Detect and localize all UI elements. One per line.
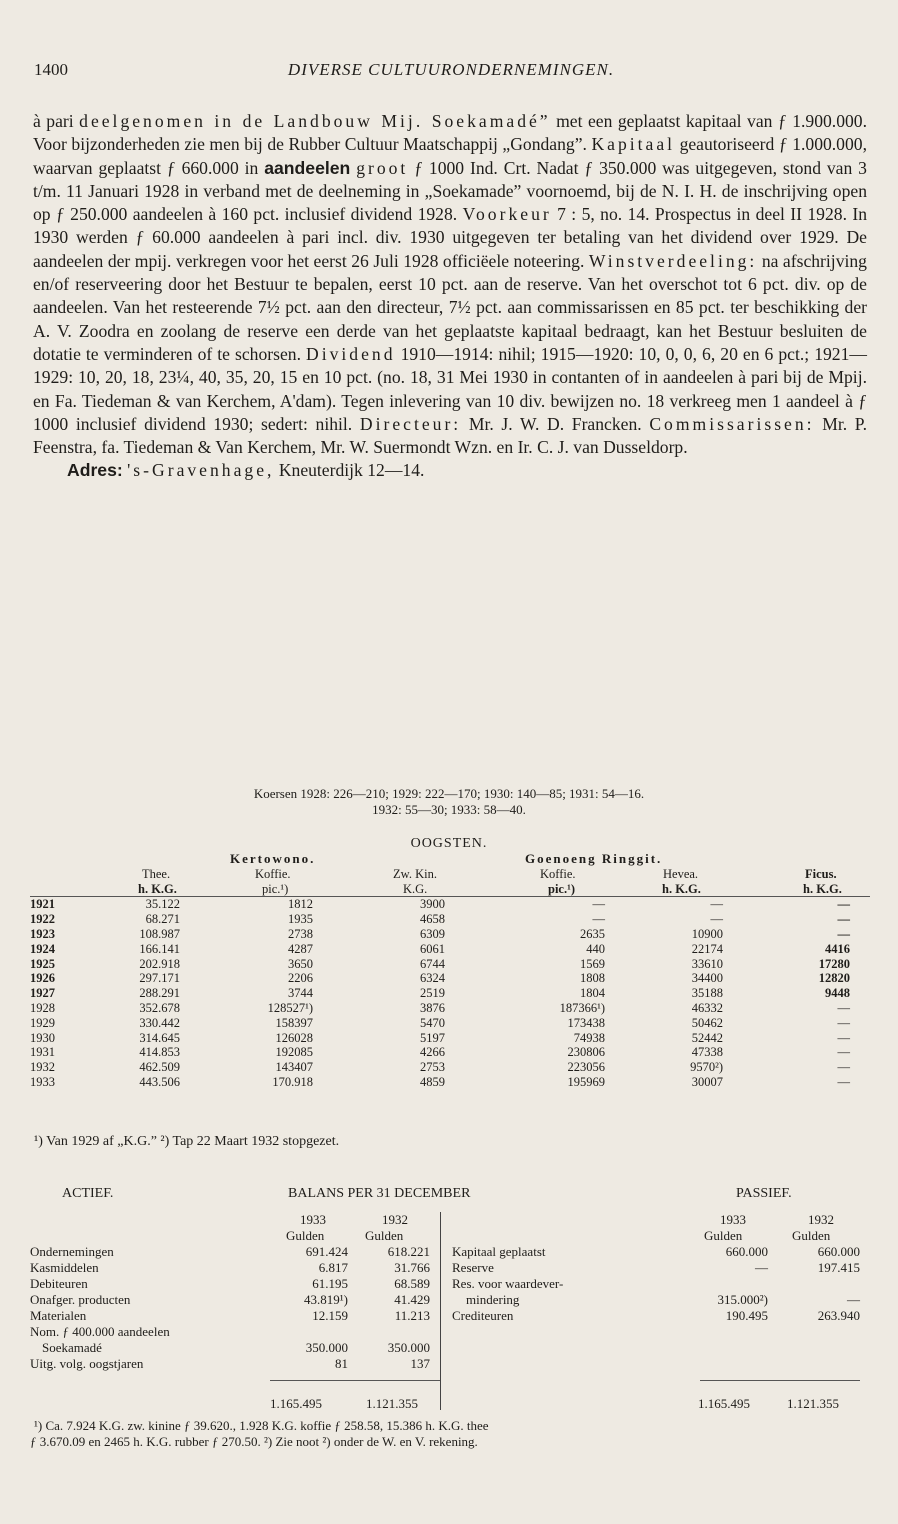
- year-cell: 1923: [30, 926, 55, 941]
- year-cell: 1931: [30, 1045, 55, 1060]
- text-run: 1910—1914: nihil; 1915—1920: 10, 0, 0, 6, 20 en 6 pct.; 1921—1929: 10, 20, 18, 23¼, 40, 35, 20, 15 en 10 pct. (no. 18, 31 Mei 1930 in contanten of in aandeelen à pari bij de Mpij. en Fa. Tiedeman & van Kerchem, A'dam). Tegen inlevering van 10 div. bewijzen no. 18 verkreeg men 1 aandeel à ƒ 1000 inclusief dividend 1930; sedert: nihil.: [33, 343, 867, 434]
- section-label-winstverdeeling: Winstverdeeling:: [588, 250, 758, 271]
- actief-1932: 618.221: [387, 1244, 430, 1259]
- year-cell: 1930: [30, 1030, 55, 1045]
- section-label-commissarissen: Commissarissen:: [649, 413, 815, 434]
- oogsten-table: [30, 852, 870, 1090]
- balans-unit-row: [30, 1228, 870, 1244]
- balans-totals: [30, 1396, 870, 1412]
- value-cell: 30007: [691, 1074, 723, 1089]
- value-cell: —: [837, 912, 850, 927]
- value-cell: —: [710, 897, 723, 912]
- text-run: met een geplaatst kapitaal van ƒ 1.900.000. Voor bijzonderheden zie men bij de Rubber Cultuur Maatschappij „Gondang”.: [33, 111, 867, 155]
- passief-1933: 660.000: [725, 1244, 768, 1259]
- value-cell: 170.918: [272, 1074, 313, 1089]
- oogsten-row: [30, 1045, 870, 1060]
- value-cell: 192085: [275, 1045, 313, 1060]
- actief-1932: 31.766: [394, 1260, 430, 1275]
- value-cell: 6061: [420, 941, 445, 956]
- value-cell: 4287: [288, 941, 313, 956]
- oogsten-row: [30, 942, 870, 957]
- balans-title-row: [30, 1186, 870, 1202]
- value-cell: 352.678: [139, 1000, 180, 1015]
- value-cell: 34400: [691, 971, 723, 986]
- oogsten-group-row: [30, 852, 870, 867]
- col-unit: pic.¹): [548, 881, 576, 896]
- total-value: 1.121.355: [787, 1396, 839, 1411]
- value-cell: 10900: [691, 926, 723, 941]
- unit-header: Gulden: [365, 1228, 404, 1243]
- page-header: [34, 60, 868, 86]
- actief-1932: 68.589: [394, 1276, 430, 1291]
- value-cell: 173438: [567, 1015, 605, 1030]
- actief-1932: 350.000: [387, 1340, 430, 1355]
- value-cell: 288.291: [139, 986, 180, 1001]
- oogsten-header-row: [30, 867, 870, 882]
- value-cell: 2738: [288, 926, 313, 941]
- balans-year-row: [30, 1212, 870, 1228]
- balans-row: [30, 1324, 870, 1340]
- value-cell: 1569: [580, 956, 605, 971]
- balans-row: [30, 1356, 870, 1372]
- actief-label: Uitg. volg. oogstjaren: [30, 1356, 144, 1371]
- value-cell: 46332: [691, 1000, 723, 1015]
- actief-1933: 43.819¹): [304, 1292, 348, 1307]
- value-cell: 1812: [288, 897, 313, 912]
- actief-label: Soekamadé: [42, 1340, 102, 1355]
- oogsten-row: [30, 927, 870, 942]
- value-cell: 4266: [420, 1045, 445, 1060]
- balans-row: [30, 1308, 870, 1324]
- section-label-dividend: Dividend: [306, 343, 396, 364]
- value-cell: 462.509: [139, 1060, 180, 1075]
- value-cell: 128527¹): [267, 1000, 313, 1015]
- value-cell: 1804: [580, 986, 605, 1001]
- balans-rows: [30, 1244, 870, 1372]
- text-run: deelgenomen in de Landbouw Mij. Soekamadé”: [79, 111, 551, 131]
- value-cell: 158397: [275, 1015, 313, 1030]
- year-cell: 1927: [30, 986, 55, 1001]
- passief-1933: 190.495: [725, 1308, 768, 1323]
- actief-label: Debiteuren: [30, 1276, 88, 1291]
- actief-1932: 137: [410, 1356, 430, 1371]
- actief-label: Kasmiddelen: [30, 1260, 99, 1275]
- oogsten-row: [30, 986, 870, 1001]
- text-run: à pari: [33, 111, 74, 131]
- col-unit: h. K.G.: [803, 881, 842, 896]
- balans-table: [30, 1186, 870, 1412]
- value-cell: 3744: [288, 986, 313, 1001]
- value-cell: 5470: [420, 1015, 445, 1030]
- passief-label: Crediteuren: [452, 1308, 514, 1323]
- col-header: Hevea.: [663, 866, 699, 881]
- oogsten-row: [30, 971, 870, 986]
- value-cell: 330.442: [139, 1015, 180, 1030]
- value-cell: 9570²): [690, 1060, 723, 1075]
- passief-title: PASSIEF.: [736, 1186, 792, 1201]
- value-cell: 12820: [818, 971, 850, 986]
- text-run: groot: [356, 157, 409, 178]
- col-unit: K.G.: [403, 881, 428, 896]
- value-cell: 108.987: [139, 926, 180, 941]
- oogsten-row: [30, 1016, 870, 1031]
- value-cell: 440: [586, 941, 605, 956]
- section-label-voorkeur: Voorkeur: [462, 204, 552, 225]
- passief-label: mindering: [466, 1292, 520, 1307]
- actief-1933: 6.817: [318, 1260, 348, 1275]
- value-cell: 3876: [420, 1000, 445, 1015]
- value-cell: —: [837, 1045, 850, 1060]
- actief-1933: 350.000: [305, 1340, 348, 1355]
- balans-footnote-line: ƒ 3.670.09 en 2465 h. K.G. rubber ƒ 270.50. ²) Zie noot ²) onder de W. en V. rekening.: [30, 1434, 478, 1449]
- section-label-kapitaal: Kapitaal: [591, 134, 676, 155]
- balans-row: [30, 1260, 870, 1276]
- balans-row: [30, 1292, 870, 1308]
- value-cell: 3900: [420, 897, 445, 912]
- balans-title: BALANS PER 31 DECEMBER: [288, 1186, 471, 1201]
- year-cell: 1926: [30, 971, 55, 986]
- actief-label: Ondernemingen: [30, 1244, 114, 1259]
- oogsten-row: [30, 957, 870, 972]
- unit-header: Gulden: [792, 1228, 831, 1243]
- value-cell: 126028: [275, 1030, 313, 1045]
- value-cell: —: [592, 912, 605, 927]
- value-cell: 166.141: [139, 941, 180, 956]
- oogsten-footnote: ¹) Van 1929 af „K.G.” ²) Tap 22 Maart 1932 stopgezet.: [34, 1134, 340, 1149]
- passief-label: Reserve: [452, 1260, 494, 1275]
- text-run: ƒ 1000 Ind. Crt. Nadat ƒ 350.000 was uitgegeven, stond van 3 t/m. 11 Januari 1928 in verband met de deelneming in „Soekamade” voornoemd, bij de N. I. H. de inschrijving open op ƒ 250.000 aandeelen à 160 pct. inclusief dividend 1928.: [33, 157, 867, 225]
- total-rule: [700, 1380, 860, 1381]
- group-goenoeng-ringgit: Goenoeng Ringgit.: [525, 851, 663, 866]
- col-unit: h. K.G.: [138, 881, 177, 896]
- oogsten-row: [30, 912, 870, 927]
- text-run: na afschrijving en/of reserveering door het Bestuur te bepalen, eerst 10 pct. aan de reserve. Van het overschot tot 6 pct. div. op de aandeelen. Van het resteerende 7½ pct. aan den directeur, 7½ pct. aan commissarissen en 85 pct. ter beschikking der A. V. Zoodra en zoolang de reserve een derde van het geplaatste kapitaal bedraagt, kan het Bestuur besluiten de dotatie te verminderen of te schorsen.: [33, 250, 867, 364]
- value-cell: 35188: [691, 986, 723, 1001]
- value-cell: 2206: [288, 971, 313, 986]
- value-cell: 4416: [825, 941, 850, 956]
- oogsten-row: [30, 1031, 870, 1046]
- balans-row: [30, 1340, 870, 1356]
- running-title: DIVERSE CULTUURONDERNEMINGEN.: [287, 60, 615, 79]
- value-cell: —: [837, 1000, 850, 1015]
- balans-row: [30, 1276, 870, 1292]
- value-cell: —: [837, 1060, 850, 1075]
- group-kertowono: Kertowono.: [230, 851, 316, 866]
- balans-total-row: [30, 1380, 870, 1396]
- col-unit: pic.¹): [262, 881, 289, 896]
- page-number: 1400: [34, 60, 68, 79]
- total-value: 1.165.495: [698, 1396, 750, 1411]
- oogsten-unit-row: [30, 882, 870, 898]
- value-cell: 2635: [580, 926, 605, 941]
- actief-1933: 81: [335, 1356, 348, 1371]
- unit-header: Gulden: [286, 1228, 325, 1243]
- koersen-line: 1932: 55—30; 1933: 58—40.: [372, 802, 526, 817]
- description-paragraph: [33, 110, 867, 483]
- total-value: 1.165.495: [270, 1396, 322, 1411]
- actief-1933: 691.424: [305, 1244, 348, 1259]
- text-run: Kneuterdijk 12—14.: [278, 460, 425, 481]
- year-cell: 1929: [30, 1015, 55, 1030]
- value-cell: 68.271: [145, 912, 180, 927]
- value-cell: —: [837, 897, 850, 912]
- balans-footnotes: [30, 1418, 870, 1450]
- value-cell: 74938: [573, 1030, 605, 1045]
- value-cell: 223056: [567, 1060, 605, 1075]
- value-cell: 6324: [420, 971, 445, 986]
- actief-label: Onafger. producten: [30, 1292, 131, 1307]
- value-cell: —: [710, 912, 723, 927]
- text-run: Mr. J. W. D. Francken.: [468, 413, 642, 434]
- year-header: 1933: [720, 1212, 746, 1227]
- col-header: Thee.: [142, 866, 171, 881]
- col-header: Koffie.: [540, 866, 576, 881]
- balans-row: [30, 1244, 870, 1260]
- passief-1933: 315.000²): [717, 1292, 768, 1307]
- actief-label: Nom. ƒ 400.000 aandeelen: [30, 1324, 170, 1339]
- value-cell: 297.171: [139, 971, 180, 986]
- col-unit: h. K.G.: [662, 881, 701, 896]
- value-cell: —: [592, 897, 605, 912]
- value-cell: 47338: [691, 1045, 723, 1060]
- passief-1932: —: [847, 1292, 860, 1307]
- value-cell: 6744: [420, 956, 445, 971]
- year-header: 1932: [808, 1212, 834, 1227]
- passief-label: Res. voor waardever-: [452, 1276, 564, 1291]
- balans-footnote-line: ¹) Ca. 7.924 K.G. zw. kinine ƒ 39.620., 1.928 K.G. koffie ƒ 258.58, 15.386 h. K.G. thee: [34, 1418, 489, 1433]
- passief-1932: 197.415: [817, 1260, 860, 1275]
- value-cell: 2519: [420, 986, 445, 1001]
- year-header: 1932: [382, 1212, 408, 1227]
- year-cell: 1924: [30, 941, 55, 956]
- value-cell: 230806: [567, 1045, 605, 1060]
- col-header: Zw. Kin.: [393, 866, 437, 881]
- text-run: 's-Gravenhage,: [127, 460, 275, 481]
- passief-1933: —: [755, 1260, 768, 1275]
- value-cell: 17280: [818, 956, 850, 971]
- actief-1933: 61.195: [312, 1276, 348, 1291]
- actief-title: ACTIEF.: [62, 1186, 114, 1201]
- company-description: [33, 110, 867, 483]
- value-cell: 35.122: [145, 897, 180, 912]
- actief-label: Materialen: [30, 1308, 87, 1323]
- passief-1932: 660.000: [817, 1244, 860, 1259]
- oogsten-row: [30, 1001, 870, 1016]
- value-cell: 195969: [567, 1074, 605, 1089]
- oogsten-row: [30, 1060, 870, 1075]
- value-cell: 22174: [691, 941, 723, 956]
- koersen-line: Koersen 1928: 226—210; 1929: 222—170; 1930: 140—85; 1931: 54—16.: [253, 786, 645, 801]
- passief-1932: 263.940: [817, 1308, 860, 1323]
- section-label-aandeelen: aandeelen: [264, 157, 351, 178]
- text-run: Mr. P. Feenstra, fa. Tiedeman & Van Kerchem, Mr. W. Suermondt Wzn. en Ir. C. J. van Dusseldorp.: [33, 413, 868, 458]
- value-cell: 187366¹): [559, 1000, 605, 1015]
- year-header: 1933: [300, 1212, 326, 1227]
- value-cell: 443.506: [139, 1074, 180, 1089]
- value-cell: 50462: [691, 1015, 723, 1030]
- oogsten-row: [30, 1075, 870, 1090]
- value-cell: 3650: [288, 956, 313, 971]
- oogsten-title: OOGSTEN.: [410, 836, 488, 851]
- value-cell: 314.645: [139, 1030, 180, 1045]
- actief-1932: 41.429: [394, 1292, 430, 1307]
- value-cell: 414.853: [139, 1045, 180, 1060]
- text-run: 7 : 5, no. 14. Prospectus in deel II 1928. In 1930 werden ƒ 60.000 aandeelen à pari incl. div. 1930 uitgegeven ter betaling van het dividend over 1929. De aandeelen der mpij. verkregen voor het eerst 26 Juli 1928 officiëele noteering.: [33, 204, 868, 271]
- value-cell: 143407: [275, 1060, 313, 1075]
- value-cell: 1808: [580, 971, 605, 986]
- unit-header: Gulden: [704, 1228, 743, 1243]
- value-cell: 202.918: [139, 956, 180, 971]
- value-cell: 5197: [420, 1030, 445, 1045]
- col-header: Koffie.: [255, 866, 291, 881]
- passief-label: Kapitaal geplaatst: [452, 1244, 546, 1259]
- value-cell: 4859: [420, 1074, 445, 1089]
- section-label-adres: Adres:: [67, 460, 123, 481]
- value-cell: 6309: [420, 926, 445, 941]
- value-cell: 2753: [420, 1060, 445, 1075]
- actief-1932: 11.213: [394, 1308, 430, 1323]
- value-cell: 1935: [288, 912, 313, 927]
- value-cell: —: [837, 926, 850, 941]
- year-cell: 1928: [30, 1000, 55, 1015]
- section-label-directeur: Directeur:: [359, 413, 462, 434]
- year-cell: 1933: [30, 1074, 55, 1089]
- value-cell: 33610: [691, 956, 723, 971]
- year-cell: 1921: [30, 897, 55, 912]
- value-cell: —: [837, 1030, 850, 1045]
- total-rule: [270, 1380, 440, 1381]
- year-cell: 1932: [30, 1060, 55, 1075]
- year-cell: 1922: [30, 912, 55, 927]
- col-header: Ficus.: [805, 866, 837, 881]
- value-cell: 4658: [420, 912, 445, 927]
- oogsten-row: [30, 897, 870, 912]
- total-value: 1.121.355: [366, 1396, 418, 1411]
- value-cell: 52442: [691, 1030, 723, 1045]
- koersen-block: [0, 786, 898, 818]
- value-cell: 9448: [825, 986, 850, 1001]
- text-run: geautoriseerd ƒ 1.000.000, waarvan geplaatst ƒ 660.000 in: [33, 134, 867, 178]
- oogsten-rows: [30, 897, 870, 1089]
- value-cell: —: [837, 1015, 850, 1030]
- year-cell: 1925: [30, 956, 55, 971]
- actief-1933: 12.159: [312, 1308, 348, 1323]
- value-cell: —: [837, 1074, 850, 1089]
